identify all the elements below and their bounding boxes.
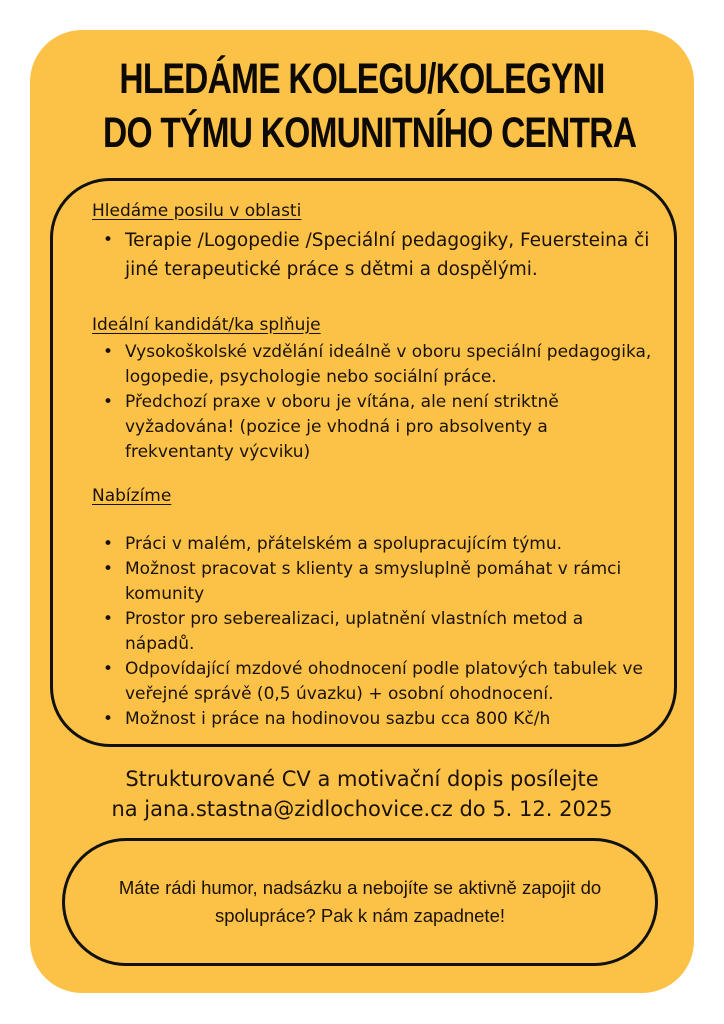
- list-item: • Vysokoškolské vzdělání ideálně v oboru speciální pedagogika, logopedie, psychologie nebo sociální práce.: [92, 340, 667, 390]
- contact-line-2: na jana.stastna@zidlochovice.cz do 5. 12. 2025: [111, 797, 613, 821]
- closing-box: [62, 838, 658, 966]
- section-heading-we-offer: Nabízíme: [92, 486, 172, 506]
- section-heading-looking-for: Hledáme posilu v oblasti: [92, 201, 302, 221]
- contact-line-1: Strukturované CV a motivační dopis posílejte: [125, 767, 599, 791]
- list-item: • Možnost pracovat s klienty a smysluplně pomáhat v rámci komunity: [92, 557, 667, 607]
- list-item: • Terapie /Logopedie /Speciální pedagogiky, Feuersteina či jiné terapeutické práce s dětmi a dospělými.: [92, 226, 662, 284]
- list-item: • Práci v malém, přátelském a spolupracujícím týmu.: [92, 532, 667, 557]
- list-item: • Odpovídající mzdové ohodnocení podle platových tabulek ve veřejné správě (0,5 úvazku) + osobní ohodnocení.: [92, 657, 667, 707]
- closing-text: Máte rádi humor, nadsázku a nebojíte se aktivně zapojit do spolupráce? Pak k nám zapadnete!: [118, 877, 602, 926]
- poster-title: [103, 52, 637, 160]
- title-line-1: HLEDÁME KOLEGU/KOLEGYNI: [119, 55, 605, 103]
- contact-info: [30, 764, 694, 824]
- list-item: • Prostor pro seberealizaci, uplatnění vlastních metod a nápadů.: [92, 607, 667, 657]
- title-line-2: DO TÝMU KOMUNITNÍHO CENTRA: [103, 109, 637, 157]
- list-item: • Předchozí praxe v oboru je vítána, ale není striktně vyžadována! (pozice je vhodná i pro absolventy a frekventanty výcviku): [92, 390, 667, 465]
- looking-for-list: [92, 226, 662, 284]
- list-item: • Možnost i práce na hodinovou sazbu cca 800 Kč/h: [92, 707, 667, 732]
- section-heading-ideal-candidate: Ideální kandidát/ka splňuje: [92, 315, 321, 335]
- ideal-candidate-list: [92, 340, 667, 465]
- we-offer-list: [92, 532, 667, 732]
